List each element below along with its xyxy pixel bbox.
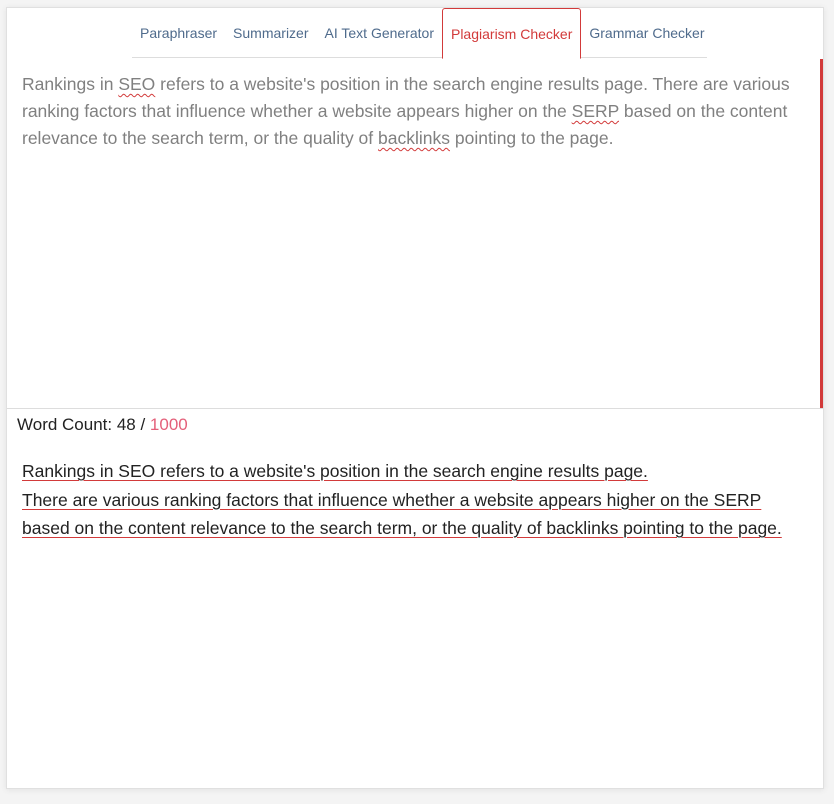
plagiarism-results xyxy=(22,457,812,543)
text-input-area[interactable] xyxy=(7,59,823,409)
editor-text: refers to a website's position in the search engine results page. There are various ranking factors that influence whether a website appears higher on the xyxy=(22,74,790,121)
result-sentence[interactable] xyxy=(22,457,812,486)
editor-text: Rankings in xyxy=(22,74,119,94)
tab-grammar-checker[interactable]: Grammar Checker xyxy=(589,25,705,41)
tab-plagiarism-checker[interactable]: Plagiarism Checker xyxy=(442,8,581,59)
tool-card xyxy=(6,7,824,789)
word-count xyxy=(17,413,188,437)
result-sentence-text: There are various ranking factors that influence whether a website appears higher on the SERP xyxy=(22,489,762,510)
spellcheck-word: SEO xyxy=(118,74,156,94)
result-sentence-text: Rankings in SEO refers to a website's position in the search engine results page. xyxy=(22,461,648,481)
word-limit: 1000 xyxy=(149,415,188,434)
tool-tabs xyxy=(132,8,707,58)
word-count-label: Word Count: 48 / xyxy=(17,415,150,434)
editor-text: based on the content relevance to the search term, or the quality of xyxy=(22,101,788,148)
tab-paraphraser[interactable]: Paraphraser xyxy=(140,25,218,41)
result-sentence[interactable] xyxy=(22,514,812,543)
tab-summarizer[interactable]: Summarizer xyxy=(233,25,309,41)
spellcheck-word: backlinks xyxy=(378,128,450,148)
result-sentence-text: based on the content relevance to the search term, or the quality of backlinks pointing to the page. xyxy=(22,518,782,538)
result-sentence[interactable] xyxy=(22,486,812,515)
divider xyxy=(7,408,823,409)
editor-text: pointing to the page. xyxy=(450,128,614,148)
tab-ai-text-generator[interactable]: AI Text Generator xyxy=(324,25,434,41)
spellcheck-word: SERP xyxy=(571,101,619,121)
